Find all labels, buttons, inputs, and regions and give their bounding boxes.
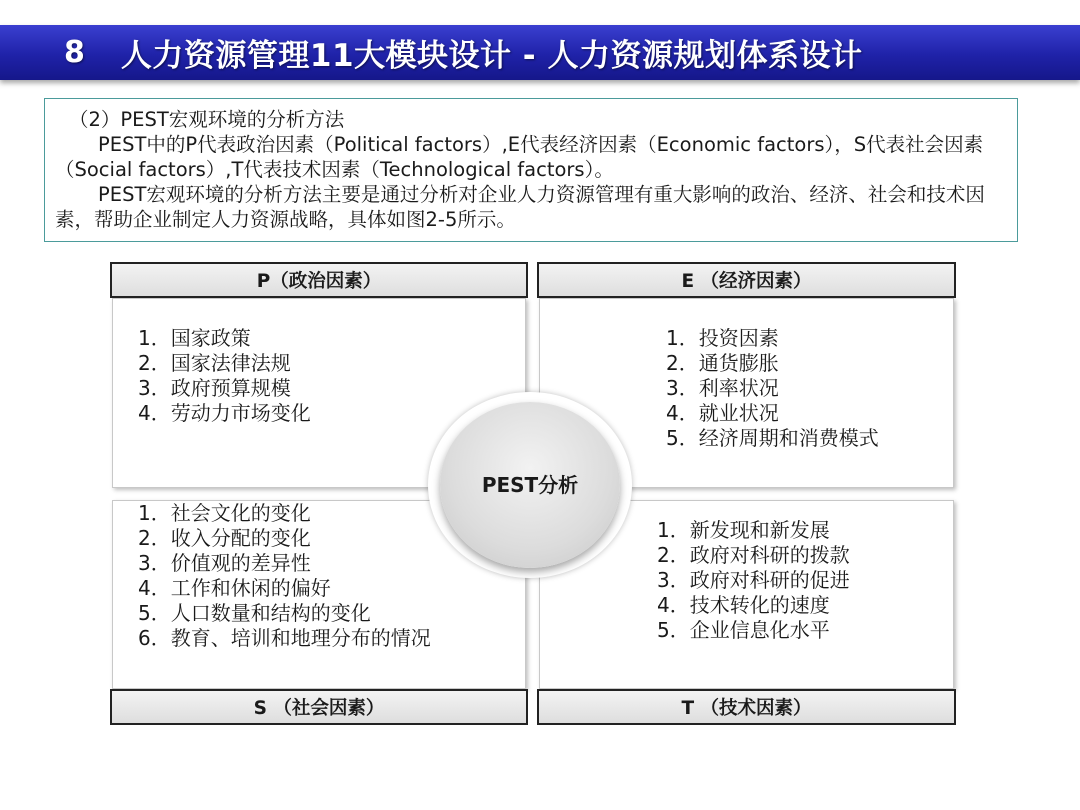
- political-list: [138, 326, 311, 426]
- list-item: 5．经济周期和消费模式: [666, 426, 879, 450]
- list-item: 3．政府对科研的促进: [657, 568, 850, 592]
- list-item: 2．通货膨胀: [666, 351, 779, 375]
- list-item: 4．就业状况: [666, 401, 779, 425]
- list-item: 1．社会文化的变化: [138, 501, 311, 525]
- intro-heading: （2）PEST宏观环境的分析方法: [69, 108, 345, 131]
- list-item: 5．企业信息化水平: [657, 618, 830, 642]
- slide-number: 8: [64, 35, 85, 70]
- social-list: [138, 501, 431, 651]
- list-item: 4．工作和休闲的偏好: [138, 576, 331, 600]
- title-bar: [0, 25, 1080, 80]
- technological-list: [657, 518, 850, 643]
- center-label: PEST分析: [481, 472, 579, 497]
- list-item: 4．劳动力市场变化: [138, 401, 311, 425]
- intro-text-box: [44, 98, 1018, 242]
- social-title: S （社会因素）: [110, 689, 528, 725]
- political-title: P（政治因素）: [110, 262, 528, 298]
- list-item: 1．投资因素: [666, 326, 779, 350]
- list-item: 2．国家法律法规: [138, 351, 291, 375]
- list-item: 6．教育、培训和地理分布的情况: [138, 626, 431, 650]
- economic-list: [666, 326, 879, 451]
- slide-title: 人力资源管理11大模块设计 - 人力资源规划体系设计: [120, 38, 863, 74]
- intro-paragraph-2: PEST宏观环境的分析方法主要是通过分析对企业人力资源管理有重大影响的政治、经济、社会和技术因素，帮助企业制定人力资源战略，具体如图2-5所示。: [55, 183, 985, 231]
- economic-title: E （经济因素）: [537, 262, 956, 298]
- list-item: 3．利率状况: [666, 376, 779, 400]
- intro-paragraph-1: PEST中的P代表政治因素（Political factors）,E代表经济因素（Economic factors），S代表社会因素（Social factors）,T代表技术因素（Technological factors）。: [55, 133, 984, 181]
- list-item: 1．国家政策: [138, 326, 251, 350]
- center-circle: [440, 402, 620, 568]
- list-item: 3．政府预算规模: [138, 376, 291, 400]
- technological-title: T （技术因素）: [537, 689, 956, 725]
- list-item: 2．收入分配的变化: [138, 526, 311, 550]
- list-item: 1．新发现和新发展: [657, 518, 830, 542]
- list-item: 5．人口数量和结构的变化: [138, 601, 371, 625]
- list-item: 2．政府对科研的拨款: [657, 543, 850, 567]
- list-item: 3．价值观的差异性: [138, 551, 311, 575]
- list-item: 4．技术转化的速度: [657, 593, 830, 617]
